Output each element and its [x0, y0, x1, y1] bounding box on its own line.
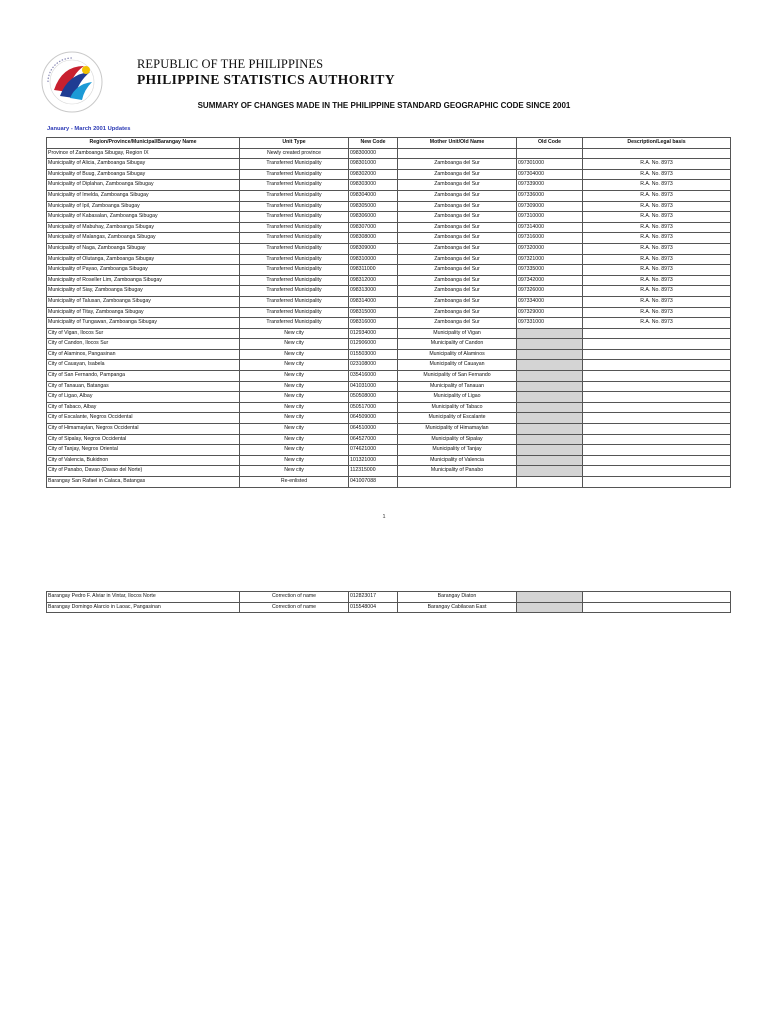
cell-name: Municipality of Kabasalan, Zamboanga Sibugay	[47, 212, 240, 223]
cell-name: City of Valencia, Bukidnon	[47, 455, 240, 466]
cell-old-code: 097316000	[517, 233, 583, 244]
cell-new-code: 012823017	[349, 592, 398, 603]
cell-description	[583, 477, 731, 488]
cell-mother-unit: Zamboanga del Sur	[398, 307, 517, 318]
table-row	[47, 222, 731, 233]
cell-new-code: 064509000	[349, 413, 398, 424]
cell-unit-type: New city	[240, 402, 349, 413]
cell-mother-unit: Municipality of Tanjay	[398, 445, 517, 456]
cell-name: Municipality of Roseller Lim, Zamboanga Sibugay	[47, 275, 240, 286]
cell-old-code: 097304000	[517, 169, 583, 180]
cell-unit-type: New city	[240, 413, 349, 424]
table-row	[47, 466, 731, 477]
cell-mother-unit: Municipality of Vigan	[398, 328, 517, 339]
cell-unit-type: Transferred Municipality	[240, 190, 349, 201]
cell-description	[583, 445, 731, 456]
cell-description: R.A. No. 8973	[583, 318, 731, 329]
cell-name: Municipality of Payao, Zamboanga Sibugay	[47, 265, 240, 276]
table-row	[47, 169, 731, 180]
cell-unit-type: New city	[240, 381, 349, 392]
table-row	[47, 275, 731, 286]
cell-unit-type: New city	[240, 339, 349, 350]
cell-old-code: 097334000	[517, 296, 583, 307]
cell-name: Municipality of Diplahan, Zamboanga Sibugay	[47, 180, 240, 191]
cell-new-code: 098315000	[349, 307, 398, 318]
cell-unit-type: New city	[240, 434, 349, 445]
header-republic: REPUBLIC OF THE PHILIPPINES	[137, 57, 324, 71]
cell-description: R.A. No. 8973	[583, 286, 731, 297]
cell-description: R.A. No. 8973	[583, 307, 731, 318]
cell-new-code: 041031000	[349, 381, 398, 392]
cell-mother-unit: Municipality of Tabaco	[398, 402, 517, 413]
table-row	[47, 201, 731, 212]
cell-old-code: 097321000	[517, 254, 583, 265]
table-row	[47, 392, 731, 403]
cell-mother-unit: Zamboanga del Sur	[398, 222, 517, 233]
cell-mother-unit: Zamboanga del Sur	[398, 212, 517, 223]
cell-mother-unit: Municipality of Alaminos	[398, 349, 517, 360]
cell-new-code: 050508000	[349, 392, 398, 403]
table-row	[47, 445, 731, 456]
cell-mother-unit: Zamboanga del Sur	[398, 265, 517, 276]
cell-new-code: 098309000	[349, 243, 398, 254]
cell-old-code	[517, 592, 583, 603]
cell-name: Municipality of Malangas, Zamboanga Sibugay	[47, 233, 240, 244]
cell-mother-unit: Zamboanga del Sur	[398, 169, 517, 180]
cell-unit-type: Transferred Municipality	[240, 169, 349, 180]
cell-description: R.A. No. 8973	[583, 190, 731, 201]
cell-description: R.A. No. 8973	[583, 275, 731, 286]
cell-old-code: 097335000	[517, 265, 583, 276]
cell-old-code	[517, 328, 583, 339]
cell-mother-unit: Municipality of Himamaylan	[398, 424, 517, 435]
cell-mother-unit: Municipality of Panabo	[398, 466, 517, 477]
cell-old-code: 097320000	[517, 243, 583, 254]
cell-mother-unit: Municipality of Valencia	[398, 455, 517, 466]
cell-description: R.A. No. 8973	[583, 233, 731, 244]
cell-mother-unit: Zamboanga del Sur	[398, 180, 517, 191]
cell-description	[583, 434, 731, 445]
cell-description	[583, 413, 731, 424]
cell-name: City of Tanjay, Negros Oriental	[47, 445, 240, 456]
cell-old-code: 097326000	[517, 286, 583, 297]
cell-new-code: 064510000	[349, 424, 398, 435]
cell-old-code	[517, 455, 583, 466]
cell-new-code: 098302000	[349, 169, 398, 180]
cell-mother-unit: Zamboanga del Sur	[398, 286, 517, 297]
cell-description: R.A. No. 8973	[583, 159, 731, 170]
cell-old-code: 097331000	[517, 318, 583, 329]
cell-unit-type: Transferred Municipality	[240, 180, 349, 191]
table-row	[47, 424, 731, 435]
table-row	[47, 190, 731, 201]
table-row	[47, 265, 731, 276]
cell-unit-type: New city	[240, 360, 349, 371]
cell-new-code: 098300000	[349, 148, 398, 159]
table-row	[47, 602, 731, 613]
cell-old-code	[517, 602, 583, 613]
cell-new-code: 098313000	[349, 286, 398, 297]
cell-new-code: 098304000	[349, 190, 398, 201]
table-row	[47, 349, 731, 360]
table-row	[47, 328, 731, 339]
cell-new-code: 064527000	[349, 434, 398, 445]
cell-description: R.A. No. 8973	[583, 212, 731, 223]
cell-description	[583, 392, 731, 403]
cell-mother-unit: Zamboanga del Sur	[398, 296, 517, 307]
table-header-row	[47, 138, 731, 149]
column-header-description: Description/Legal basis	[583, 138, 731, 149]
cell-new-code: 098301000	[349, 159, 398, 170]
table-row	[47, 402, 731, 413]
cell-new-code: 023108000	[349, 360, 398, 371]
cell-old-code	[517, 466, 583, 477]
cell-description	[583, 602, 731, 613]
cell-name: City of Cauayan, Isabela	[47, 360, 240, 371]
header-agency: PHILIPPINE STATISTICS AUTHORITY	[137, 72, 395, 87]
cell-unit-type: Correction of name	[240, 592, 349, 603]
cell-mother-unit: Municipality of San Fernando	[398, 371, 517, 382]
cell-new-code: 074621000	[349, 445, 398, 456]
cell-mother-unit: Municipality of Ligao	[398, 392, 517, 403]
cell-unit-type: New city	[240, 445, 349, 456]
cell-name: City of Escalante, Negros Occidental	[47, 413, 240, 424]
cell-description: R.A. No. 8973	[583, 243, 731, 254]
column-header-new-code: New Code	[349, 138, 398, 149]
cell-old-code	[517, 402, 583, 413]
table-row	[47, 318, 731, 329]
cell-name: Municipality of Imelda, Zamboanga Sibugay	[47, 190, 240, 201]
cell-description	[583, 148, 731, 159]
table-row	[47, 371, 731, 382]
cell-old-code	[517, 434, 583, 445]
cell-unit-type: Transferred Municipality	[240, 318, 349, 329]
table-row	[47, 413, 731, 424]
cell-mother-unit: Zamboanga del Sur	[398, 233, 517, 244]
cell-unit-type: Transferred Municipality	[240, 159, 349, 170]
cell-unit-type: Transferred Municipality	[240, 265, 349, 276]
cell-new-code: 112315000	[349, 466, 398, 477]
cell-description	[583, 371, 731, 382]
table-row	[47, 212, 731, 223]
cell-new-code: 101321000	[349, 455, 398, 466]
table-row	[47, 254, 731, 265]
table-row	[47, 307, 731, 318]
table-row	[47, 233, 731, 244]
cell-old-code: 097329000	[517, 307, 583, 318]
cell-new-code: 050517000	[349, 402, 398, 413]
cell-new-code: 098308000	[349, 233, 398, 244]
cell-description: R.A. No. 8973	[583, 180, 731, 191]
cell-old-code	[517, 445, 583, 456]
cell-old-code	[517, 392, 583, 403]
cell-name: City of Sipalay, Negros Occidental	[47, 434, 240, 445]
cell-description	[583, 592, 731, 603]
cell-unit-type: New city	[240, 371, 349, 382]
cell-new-code: 098307000	[349, 222, 398, 233]
cell-mother-unit	[398, 477, 517, 488]
cell-unit-type: New city	[240, 349, 349, 360]
cell-mother-unit: Zamboanga del Sur	[398, 190, 517, 201]
cell-old-code: 097301000	[517, 159, 583, 170]
cell-name: Municipality of Naga, Zamboanga Sibugay	[47, 243, 240, 254]
cell-old-code	[517, 381, 583, 392]
cell-mother-unit: Zamboanga del Sur	[398, 159, 517, 170]
cell-name: Municipality of Siay, Zamboanga Sibugay	[47, 286, 240, 297]
cell-old-code: 097336000	[517, 190, 583, 201]
cell-description: R.A. No. 8973	[583, 201, 731, 212]
cell-mother-unit	[398, 148, 517, 159]
cell-unit-type: Transferred Municipality	[240, 254, 349, 265]
column-header-name: Region/Province/Municipal/Barangay Name	[47, 138, 240, 149]
cell-name: Municipality of Tungawan, Zamboanga Sibugay	[47, 318, 240, 329]
cell-description	[583, 328, 731, 339]
cell-name: City of Vigan, Ilocos Sur	[47, 328, 240, 339]
cell-name: Barangay San Rafael in Calaca, Batangas	[47, 477, 240, 488]
cell-new-code: 098305000	[349, 201, 398, 212]
cell-name: Municipality of Buug, Zamboanga Sibugay	[47, 169, 240, 180]
table-row	[47, 296, 731, 307]
cell-unit-type: Transferred Municipality	[240, 275, 349, 286]
table-row	[47, 592, 731, 603]
cell-new-code: 098306000	[349, 212, 398, 223]
table-row	[47, 455, 731, 466]
table-row	[47, 286, 731, 297]
cell-unit-type: Re-enlisted	[240, 477, 349, 488]
cell-mother-unit: Municipality of Candon	[398, 339, 517, 350]
column-header-old-code: Old Code	[517, 138, 583, 149]
cell-unit-type: Transferred Municipality	[240, 222, 349, 233]
cell-old-code	[517, 339, 583, 350]
cell-mother-unit: Municipality of Sipalay	[398, 434, 517, 445]
cell-name: Municipality of Talusan, Zamboanga Sibugay	[47, 296, 240, 307]
table-row	[47, 243, 731, 254]
cell-new-code: 012906000	[349, 339, 398, 350]
cell-mother-unit: Zamboanga del Sur	[398, 243, 517, 254]
cell-description: R.A. No. 8973	[583, 265, 731, 276]
cell-old-code	[517, 371, 583, 382]
cell-unit-type: Correction of name	[240, 602, 349, 613]
cell-old-code: 097310000	[517, 212, 583, 223]
cell-unit-type: Newly created province	[240, 148, 349, 159]
cell-old-code: 097314000	[517, 222, 583, 233]
cell-new-code: 098312000	[349, 275, 398, 286]
cell-unit-type: New city	[240, 392, 349, 403]
cell-mother-unit: Municipality of Cauayan	[398, 360, 517, 371]
cell-name: Barangay Pedro F. Alviar in Vintar, Ilocos Norte	[47, 592, 240, 603]
cell-unit-type: New city	[240, 424, 349, 435]
cell-new-code: 015503000	[349, 349, 398, 360]
cell-name: City of Ligao, Albay	[47, 392, 240, 403]
cell-description	[583, 381, 731, 392]
cell-old-code: 097309000	[517, 201, 583, 212]
cell-new-code: 012934000	[349, 328, 398, 339]
cell-name: City of Tabaco, Albay	[47, 402, 240, 413]
cell-old-code	[517, 349, 583, 360]
cell-unit-type: Transferred Municipality	[240, 243, 349, 254]
column-header-mother-unit: Mother Unit/Old Name	[398, 138, 517, 149]
cell-name: Municipality of Olutanga, Zamboanga Sibugay	[47, 254, 240, 265]
cell-old-code	[517, 424, 583, 435]
cell-description	[583, 455, 731, 466]
cell-mother-unit: Barangay Diaton	[398, 592, 517, 603]
cell-new-code: 098314000	[349, 296, 398, 307]
cell-new-code: 041007088	[349, 477, 398, 488]
cell-name: City of Himamaylan, Negros Occidental	[47, 424, 240, 435]
table-row	[47, 339, 731, 350]
cell-unit-type: Transferred Municipality	[240, 286, 349, 297]
cell-unit-type: Transferred Municipality	[240, 201, 349, 212]
cell-description: R.A. No. 8973	[583, 254, 731, 265]
section-label: January - March 2001 Updates	[47, 126, 131, 132]
cell-name: Province of Zamboanga Sibugay, Region IX	[47, 148, 240, 159]
cell-mother-unit: Barangay Cabilaoan East	[398, 602, 517, 613]
cell-description	[583, 339, 731, 350]
table-row	[47, 180, 731, 191]
cell-name: City of Panabo, Davao (Davao del Norte)	[47, 466, 240, 477]
cell-unit-type: New city	[240, 455, 349, 466]
cell-old-code	[517, 360, 583, 371]
cell-old-code	[517, 477, 583, 488]
cell-name: Municipality of Titay, Zamboanga Sibugay	[47, 307, 240, 318]
cell-unit-type: Transferred Municipality	[240, 233, 349, 244]
cell-name: Municipality of Alicia, Zamboanga Sibugay	[47, 159, 240, 170]
cell-name: City of San Fernando, Pampanga	[47, 371, 240, 382]
cell-new-code: 035416000	[349, 371, 398, 382]
cell-name: City of Alaminos, Pangasinan	[47, 349, 240, 360]
cell-name: Barangay Domingo Alarcio in Laoac, Pangasinan	[47, 602, 240, 613]
cell-description	[583, 424, 731, 435]
document-title: SUMMARY OF CHANGES MADE IN THE PHILIPPINE STANDARD GEOGRAPHIC CODE SINCE 2001	[197, 101, 571, 110]
cell-mother-unit: Zamboanga del Sur	[398, 318, 517, 329]
cell-description	[583, 360, 731, 371]
table-row	[47, 434, 731, 445]
cell-name: City of Tanauan, Batangas	[47, 381, 240, 392]
cell-mother-unit: Zamboanga del Sur	[398, 201, 517, 212]
cell-new-code: 098316000	[349, 318, 398, 329]
cell-name: Municipality of Ipil, Zamboanga Sibugay	[47, 201, 240, 212]
table-row	[47, 360, 731, 371]
cell-new-code: 015548004	[349, 602, 398, 613]
cell-unit-type: Transferred Municipality	[240, 296, 349, 307]
cell-unit-type: New city	[240, 328, 349, 339]
table-row	[47, 381, 731, 392]
table-row	[47, 148, 731, 159]
psgc-changes-table	[46, 137, 731, 488]
cell-description: R.A. No. 8973	[583, 222, 731, 233]
cell-old-code: 097342000	[517, 275, 583, 286]
cell-name: City of Candon, Ilocos Sur	[47, 339, 240, 350]
cell-new-code: 098310000	[349, 254, 398, 265]
cell-new-code: 098303000	[349, 180, 398, 191]
column-header-unit-type: Unit Type	[240, 138, 349, 149]
cell-old-code: 097339000	[517, 180, 583, 191]
page-number: 1	[382, 514, 386, 520]
cell-old-code	[517, 148, 583, 159]
psgc-changes-table-continued	[46, 591, 731, 613]
table-row	[47, 477, 731, 488]
cell-unit-type: Transferred Municipality	[240, 212, 349, 223]
table-row	[47, 159, 731, 170]
cell-description	[583, 402, 731, 413]
cell-old-code	[517, 413, 583, 424]
cell-description: R.A. No. 8973	[583, 296, 731, 307]
cell-mother-unit: Zamboanga del Sur	[398, 275, 517, 286]
cell-mother-unit: Municipality of Tanauan	[398, 381, 517, 392]
cell-mother-unit: Municipality of Escalante	[398, 413, 517, 424]
cell-unit-type: New city	[240, 466, 349, 477]
cell-description	[583, 349, 731, 360]
cell-name: Municipality of Mabuhay, Zamboanga Sibugay	[47, 222, 240, 233]
cell-new-code: 098311000	[349, 265, 398, 276]
cell-description	[583, 466, 731, 477]
cell-unit-type: Transferred Municipality	[240, 307, 349, 318]
cell-mother-unit: Zamboanga del Sur	[398, 254, 517, 265]
cell-description: R.A. No. 8973	[583, 169, 731, 180]
